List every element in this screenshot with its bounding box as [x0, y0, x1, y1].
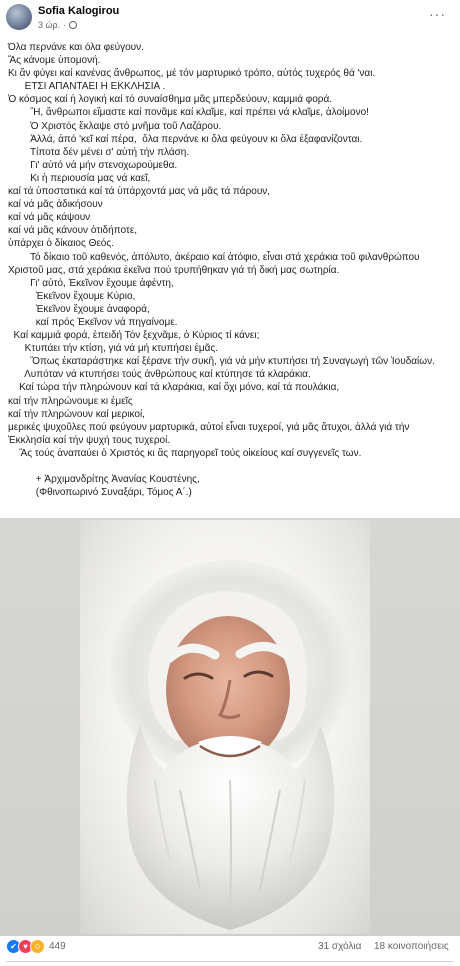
post-time[interactable]: 3 ώρ. [38, 20, 61, 30]
post-text-line: μερικές ψυχοῦλες πού φεύγουν μαρτυρικά, αὐτοί εἶναι τυχεροί, γιά μᾶς ἄτυχοι, ἀλλά γιά τήν [8, 421, 410, 433]
globe-icon [69, 21, 77, 29]
post-text-line: Ἄς κάνομε ὑπομονή. [8, 55, 101, 67]
divider [6, 961, 454, 962]
post-text-line: Ἐκκλησία καί τήν ψυχή τους τυχεροί. [8, 434, 171, 446]
post-text-line: Ὁ κόσμος καί ἡ λογική καί τό συναίσθημα μᾶς μπερδεύουν, καμμιά φορά. [8, 94, 333, 106]
shares-count[interactable]: 18 κοινοποιήσεις [374, 941, 449, 952]
reaction-count[interactable]: 449 [49, 941, 66, 952]
post-text-line: Ἄς τούς ἀναπαύει ὁ Χριστός κι ἄς παρηγορεῖ τούς οἰκείους καί συγγενεῖς των. [8, 447, 362, 459]
post-text-line: Καί τώρα τήν πληρώνουν καί τά κλαράκια, καί ὄχι μόνο, καί τά πουλάκια, [8, 382, 340, 394]
elder-portrait [80, 520, 370, 934]
author-name[interactable]: Sofia Kalogirou [38, 5, 120, 17]
post-text-line: Γι' αὐτό νά μήν στενοχωρούμεθα. [8, 159, 178, 171]
post-text-line: καί νά μᾶς κάψουν [8, 212, 91, 224]
post-text-line: + Ἀρχιμανδρίτης Ἀνανίας Κουστένης, [8, 474, 200, 486]
comments-count[interactable]: 31 σχόλια [318, 941, 362, 952]
post-text-line: Ὁ Χριστός ἔκλαψε στό μνῆμα τοῦ Λαζάρου. [8, 120, 222, 132]
post-text-line: Τίποτα δέν μένει σ' αὐτή τήν πλάση. [8, 146, 190, 158]
more-options-button[interactable]: ··· [429, 6, 446, 22]
post-text-line: Κι ἡ περιουσία μας νά καεῖ, [8, 172, 151, 184]
post-text-line: ὑπάρχει ὁ δίκαιος Θεός. [8, 238, 114, 250]
post-text-line: Γι' αὐτό, Ἐκεῖνον ἔχουμε ἀφέντη, [8, 277, 174, 289]
avatar[interactable] [6, 4, 32, 30]
post-text-line: Λυπόταν νά κτυπήσει τούς ἀνθρώπους καί κτύπησε τά κλαράκια. [8, 369, 311, 381]
post-text-line: καί τήν πληρώνουν καί μερικοί, [8, 408, 145, 420]
post-text-line: Ἀλλά, ἀπό 'κεῖ καί πέρα, ὅλα περνάνε κι ὅλα φεύγουν κι ὅλα ἐξαφανίζονται. [8, 133, 363, 145]
post-text-line: καί τήν πληρώνουμε κι ἐμεῖς [8, 395, 133, 407]
post-text-line: Όλα περνάνε και όλα φεύγουν. [8, 42, 144, 53]
post-text-line: Κι ἄν φύγει καί κανένας ἄνθρωπος, μέ τόν μαρτυρικό τρόπο, αὐτός τυχερός θά 'ναι. [8, 68, 376, 80]
portrait-photo[interactable] [80, 520, 370, 934]
love-icon: ♥ [18, 939, 33, 954]
post-footer [0, 936, 460, 966]
post-header [0, 0, 460, 34]
haha-icon: ☺ [30, 939, 45, 954]
post-text-line: Κτυπάει τήν κτίση, γιά νά μή κτυπήσει ἐμᾶς. [8, 343, 219, 355]
post-meta: 3 ώρ. · [38, 20, 77, 30]
post-text-line: καί νά μᾶς κάνουν ὁτιδήποτε, [8, 225, 138, 237]
post-text-line: Ἐκεῖνον ἔχουμε ἀναφορά, [8, 303, 150, 315]
post-text-line: καί πρός Ἐκεῖνον νά πηγαίνομε. [8, 316, 178, 328]
post-text-line [8, 460, 458, 473]
post-text-line: καί νά μᾶς ἀδικήσουν [8, 199, 103, 211]
post-text-line: ΕΤΣΙ ΑΠΑΝΤΑΕΙ Η ΕΚΚΛΗΣΙΑ . [8, 81, 166, 93]
post-text-line: Καί καμμιά φορά, ἐπειδή Τόν ξεχνᾶμε, ὁ Κύριος τί κάνει; [8, 330, 260, 342]
post-text-line: Ὅπως ἐκαταράστηκε καί ξέρανε τήν συκῆ, γιά νά μήν κτυπήσει τή Συναγωγή τῶν Ἰουδαίων. [8, 356, 435, 368]
like-icon: ✔ [6, 939, 21, 954]
post-text [8, 41, 458, 499]
post-text-line: Ἐκεῖνον ἔχουμε Κύριο, [8, 290, 136, 302]
post-text-line: Χριστοῦ μας, στά χεράκια ἐκεῖνα πού τρυπήθηκαν γιά τή δική μας σωτηρία. [8, 264, 340, 276]
post-text-line: καί τά ὑποστατικά καί τά ὑπάρχοντά μας νά μᾶς τά πάρουν, [8, 186, 271, 198]
post-text-line: Τό δίκαιο τοῦ καθενός, ἀπόλυτο, ἀκέραιο καί ἀτόφιο, εἶναι στά χεράκια τοῦ φιλανθρώπου [8, 251, 420, 263]
reactions-summary[interactable] [6, 939, 66, 954]
post-photo[interactable] [0, 518, 460, 936]
post-text-line: Ἤ, ἄνθρωποι εἴμαστε καί πονᾶμε καί κλαῖμε, καί πρέπει νά κλαῖμε, ἀλοίμονο! [8, 107, 369, 119]
post-text-line: (Φθινοπωρινό Συναξάρι, Τόμος Α΄.) [8, 487, 192, 499]
